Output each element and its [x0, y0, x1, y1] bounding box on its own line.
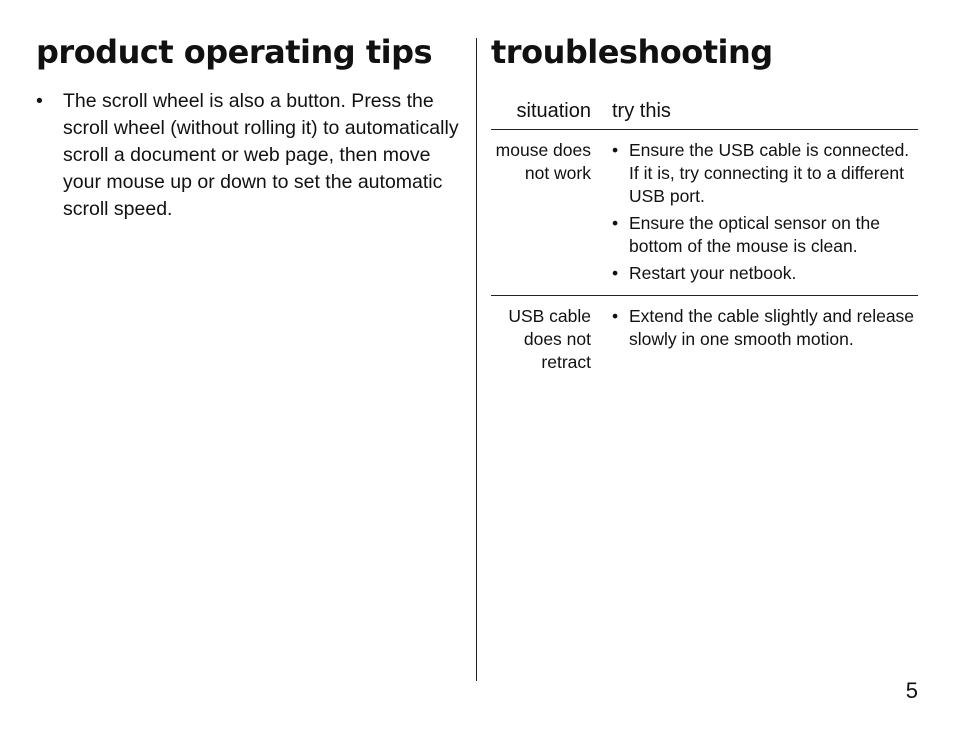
bullet-icon: • [612, 306, 619, 326]
try-text: Restart your netbook. [629, 263, 797, 283]
column-divider [476, 38, 477, 681]
troubleshooting-table-header [491, 100, 918, 130]
page-number: 5 [905, 678, 918, 703]
table-row [491, 130, 918, 296]
try-list [612, 139, 918, 289]
situation-column-header: situation [516, 100, 591, 122]
try-text: Ensure the USB cable is connected. If it is, try connecting it to a different USB port. [629, 140, 910, 206]
table-row [491, 296, 918, 380]
bullet-icon: • [612, 140, 619, 160]
try-this-column-header: try this [612, 100, 671, 122]
try-text: Ensure the optical sensor on the bottom of the mouse is clean. [629, 213, 880, 256]
product-tips-column [36, 30, 461, 223]
tips-list [36, 88, 461, 223]
tip-text: The scroll wheel is also a button. Press the scroll wheel (without rolling it) to automatically scroll a document or web page, then move your mouse up or down to set the automatic scroll speed. [63, 90, 459, 220]
try-list [612, 305, 918, 374]
troubleshooting-heading: troubleshooting [491, 33, 773, 71]
try-item [612, 262, 918, 285]
bullet-icon: • [612, 213, 619, 233]
try-item [612, 305, 918, 351]
tip-item [36, 88, 461, 223]
bullet-icon: • [612, 263, 619, 283]
bullet-icon: • [36, 90, 43, 112]
product-tips-heading: product operating tips [36, 33, 433, 71]
try-item [612, 212, 918, 258]
situation-cell: mouse does not work [495, 140, 591, 183]
try-text: Extend the cable slightly and release slowly in one smooth motion. [629, 306, 915, 349]
situation-cell: USB cable does not retract [508, 306, 591, 372]
try-item [612, 139, 918, 208]
troubleshooting-column [491, 30, 918, 380]
